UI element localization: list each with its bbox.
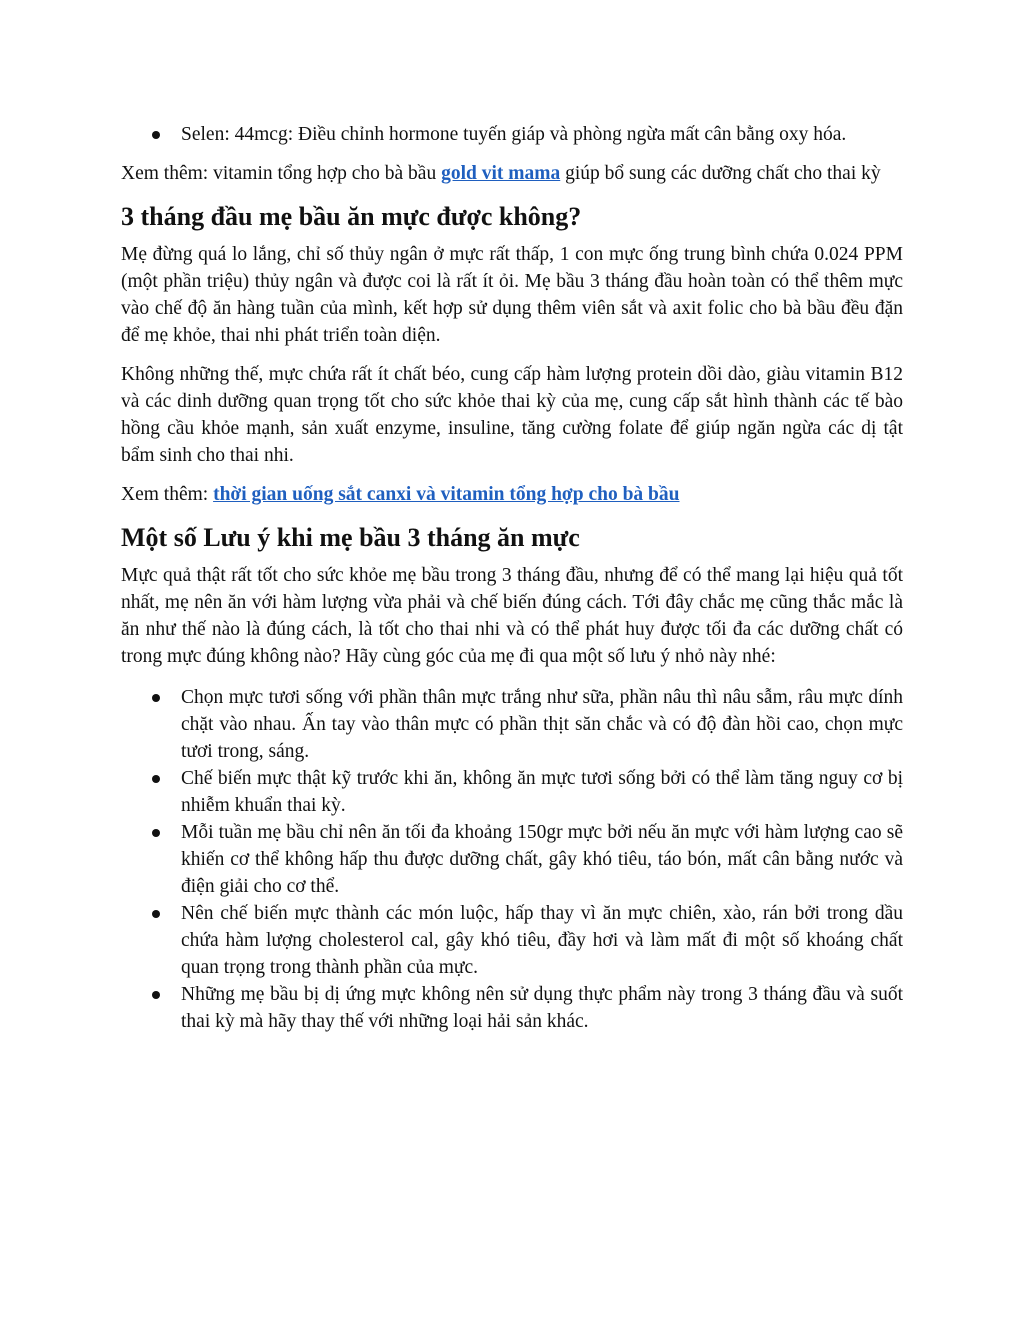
bullet-icon <box>152 910 160 918</box>
list-item-text: Selen: 44mcg: Điều chỉnh hormone tuyến giáp và phòng ngừa mất cân bằng oxy hóa. <box>181 124 847 145</box>
see-also-suffix: giúp bổ sung các dưỡng chất cho thai kỳ <box>560 163 881 184</box>
see-also-paragraph <box>121 481 903 508</box>
see-also-prefix: Xem thêm: vitamin tổng hợp cho bà bầu <box>121 163 442 184</box>
list-item <box>121 900 903 981</box>
nutrient-list <box>121 121 903 148</box>
list-item-text: Chọn mực tươi sống với phần thân mực trắng như sữa, phần nâu thì nâu sẫm, râu mực dính chặt vào nhau. Ấn tay vào thân mực có phần thịt săn chắc và có độ đàn hồi cao, chọn mực tươi trong, sáng. <box>181 687 903 762</box>
list-item-text: Nên chế biến mực thành các món luộc, hấp thay vì ăn mực chiên, xào, rán bởi trong dầu chứa hàm lượng cholesterol cal, gây khó tiêu, đầy hơi và làm mất đi một số khoáng chất quan trọng trong thành phần của mực. <box>181 903 903 978</box>
list-item-text: Mỗi tuần mẹ bầu chỉ nên ăn tối đa khoảng 150gr mực bởi nếu ăn mực với hàm lượng cao sẽ khiến cơ thể không hấp thu được dưỡng chất, gây khó tiêu, táo bón, mất cân bằng nước và điện giải cho cơ thể. <box>181 822 903 897</box>
bullet-icon <box>152 775 160 783</box>
list-item-text: Chế biến mực thật kỹ trước khi ăn, không ăn mực tươi sống bởi có thể làm tăng nguy cơ bị nhiễm khuẩn thai kỳ. <box>181 768 903 816</box>
body-paragraph: Mực quả thật rất tốt cho sức khỏe mẹ bầu trong 3 tháng đầu, nhưng để có thể mang lại hiệu quả tốt nhất, mẹ nên ăn với hàm lượng vừa phải và chế biến đúng cách. Tới đây chắc mẹ cũng thắc mắc là ăn như thế nào là đúng cách, là tốt cho thai nhi và có thể phát huy được tối đa các dưỡng chất có trong mực đúng không nào? Hãy cùng góc của mẹ đi qua một số lưu ý nhỏ này nhé: <box>121 565 903 667</box>
list-item <box>121 981 903 1035</box>
list-item <box>121 684 903 765</box>
bullet-icon <box>152 991 160 999</box>
document-page <box>121 121 903 1035</box>
iron-calcium-vitamin-link[interactable]: thời gian uống sắt canxi và vitamin tổng hợp cho bà bầu <box>213 484 680 505</box>
list-item <box>121 819 903 900</box>
section-heading: Một số Lưu ý khi mẹ bầu 3 tháng ăn mực <box>121 523 580 552</box>
see-also-prefix: Xem thêm: <box>121 484 214 505</box>
gold-vit-mama-link[interactable]: gold vit mama <box>441 163 561 184</box>
bullet-icon <box>152 694 160 702</box>
tips-list <box>121 684 903 1035</box>
bullet-icon <box>152 829 160 837</box>
bullet-icon <box>152 131 160 139</box>
list-item <box>121 765 903 819</box>
list-item-text: Những mẹ bầu bị dị ứng mực không nên sử dụng thực phẩm này trong 3 tháng đầu và suốt thai kỳ mà hãy thay thế với những loại hải sản khác. <box>181 984 903 1032</box>
see-also-paragraph <box>121 160 903 187</box>
section-heading: 3 tháng đầu mẹ bầu ăn mực được không? <box>121 202 582 231</box>
list-item <box>121 121 903 148</box>
body-paragraph: Mẹ đừng quá lo lắng, chỉ số thủy ngân ở mực rất thấp, 1 con mực ống trung bình chứa 0.024 PPM (một phần triệu) thủy ngân và được coi là rất ít ỏi. Mẹ bầu 3 tháng đầu hoàn toàn có thể thêm mực vào chế độ ăn hàng tuần của mình, kết hợp sử dụng thêm viên sắt và axit folic cho bà bầu đều đặn để mẹ khỏe, thai nhi phát triển toàn diện. <box>121 244 903 346</box>
body-paragraph: Không những thế, mực chứa rất ít chất béo, cung cấp hàm lượng protein dồi dào, giàu vitamin B12 và các dinh dưỡng quan trọng tốt cho sức khỏe thai kỳ của mẹ, cung cấp sắt hình thành các tế bào hồng cầu khỏe mạnh, sản xuất enzyme, insuline, tăng cường folate để giúp ngăn ngừa các dị tật bẩm sinh cho thai nhi. <box>121 364 903 466</box>
